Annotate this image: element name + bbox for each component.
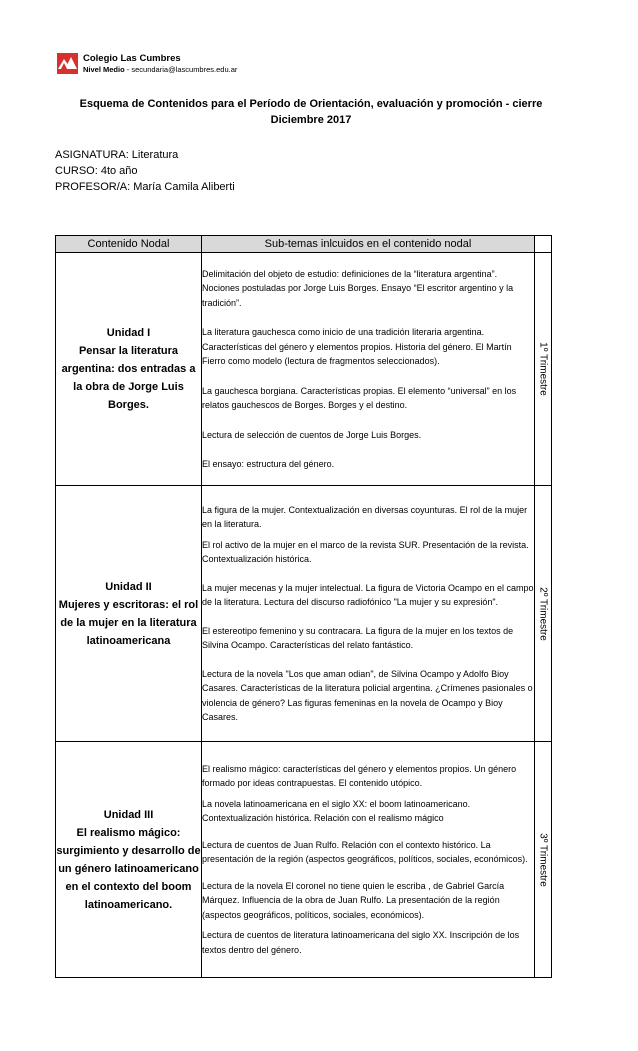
subtema: La novela latinoamericana en el siglo XX: el boom latinoamericano. Contextualización histórica. Relación con el realismo mágico (202, 798, 471, 824)
subtema: Delimitación del objeto de estudio: definiciones de la “literatura argentina”. Nociones postuladas por Jorge Luis Borges. Ensayo “El escritor argentino y la tradición”. (202, 268, 514, 308)
trimestre-cell (535, 742, 552, 978)
header-subtemas: Sub-temas inlcuidos en el contenido nodal (202, 236, 535, 253)
contents-table (55, 235, 552, 978)
subtema: La mujer mecenas y la mujer intelectual. La figura de Victoria Ocampo en el campo de la literatura. Lectura del discurso radiofónico "La mujer y su expresión". (202, 582, 534, 607)
asignatura-line: ASIGNATURA: Literatura (55, 149, 179, 161)
subtema: La gauchesca borgiana. Características propias. El elemento “universal” en los relatos gauchescos de Borges. Borges y el destino. (202, 385, 517, 410)
course-info (55, 147, 235, 195)
table-row (56, 742, 552, 978)
nodal-cell (56, 253, 202, 486)
table-row (56, 486, 552, 742)
trimestre-label: 3º Trimestre (537, 832, 549, 887)
subtema: El ensayo: estructura del género. (202, 459, 335, 469)
school-contact (83, 64, 237, 75)
subtema: Lectura de la novela "Los que aman odian", de Silvina Ocampo y Adolfo Bioy Casares. Características de la literatura policial argentina. ¿Crímenes pasionales o violencia de género? Las figuras femeninas en la novela de Ocampo y Bioy Casares. (202, 668, 533, 722)
subtema: Lectura de cuentos de Juan Rulfo. Relación con el contexto histórico. La presentación de la región (aspectos geográficos, políticos, sociales, económicos). (202, 839, 528, 865)
header-contenido-nodal: Contenido Nodal (56, 236, 202, 253)
header-blank (535, 236, 552, 253)
nodal-cell (56, 742, 202, 978)
unit-number: Unidad II (105, 580, 152, 593)
school-level: Nivel Medio (83, 65, 125, 74)
trimestre-cell (535, 486, 552, 742)
curso-line: CURSO: 4to año (55, 165, 138, 177)
trimestre-cell (535, 253, 552, 486)
school-logo-icon (57, 53, 78, 74)
unit-title: El realismo mágico: surgimiento y desarrollo de un género latinoamericano en el contexto del boom latinoamericano. (56, 826, 201, 911)
subtema: El realismo mágico: características del género y elementos propios. Un género formado por ideas contrapuestas. El contenido utópico. (202, 763, 517, 789)
subtema: El rol activo de la mujer en el marco de la revista SUR. Presentación de la revista. Contextualización histórica. (202, 539, 529, 564)
subtema: La figura de la mujer. Contextualización en diversas coyunturas. El rol de la mujer en la literatura. (202, 504, 528, 529)
subtemas-cell (202, 253, 535, 486)
subtema: Lectura de la novela El coronel no tiene quien le escriba , de Gabriel García Márquez. Influencia de la obra de Juan Rulfo. La presentación de la región (aspectos geográficos, políticos, sociales, económicos). (202, 880, 505, 920)
school-header (57, 53, 237, 77)
school-info (83, 53, 237, 75)
profesor-line: PROFESOR/A: María Camila Aliberti (55, 181, 235, 193)
subtemas-cell (202, 742, 535, 978)
unit-number: Unidad III (103, 808, 154, 821)
subtema: El estereotipo femenino y su contracara. La figura de la mujer en los textos de Silvina Ocampo. Características del relato fantástico. (202, 625, 514, 650)
subtema: Lectura de cuentos de literatura latinoamericana del siglo XX. Inscripción de los textos dentro del género. (202, 930, 520, 955)
nodal-cell (56, 486, 202, 742)
table-header-row (56, 236, 552, 253)
subtema: Lectura de selección de cuentos de Jorge Luis Borges. (202, 429, 422, 440)
table-row (56, 253, 552, 486)
subtema: La literatura gauchesca como inicio de una tradición literaria argentina. Características del género y elementos propios. Historia del género. El Martín Fierro como modelo (lectura de fragmentos seleccionados). (202, 327, 512, 366)
contact-separator: - (126, 65, 130, 74)
unit-number: Unidad I (106, 327, 151, 339)
unit-title: Mujeres y escritoras: el rol de la mujer en la literatura latinoamericana (58, 598, 199, 647)
school-name: Colegio Las Cumbres (83, 53, 181, 64)
trimestre-label: 1º Trimestre (537, 342, 549, 396)
school-email: secundaria@lascumbres.edu.ar (131, 65, 238, 74)
trimestre-label: 2º Trimestre (537, 586, 549, 641)
document-title: Esquema de Contenidos para el Período de Orientación, evaluación y promoción - cierre Diciembre 2017 (79, 98, 543, 126)
subtemas-cell (202, 486, 535, 742)
unit-title: Pensar la literatura argentina: dos entradas a la obra de Jorge Luis Borges. (61, 345, 196, 411)
